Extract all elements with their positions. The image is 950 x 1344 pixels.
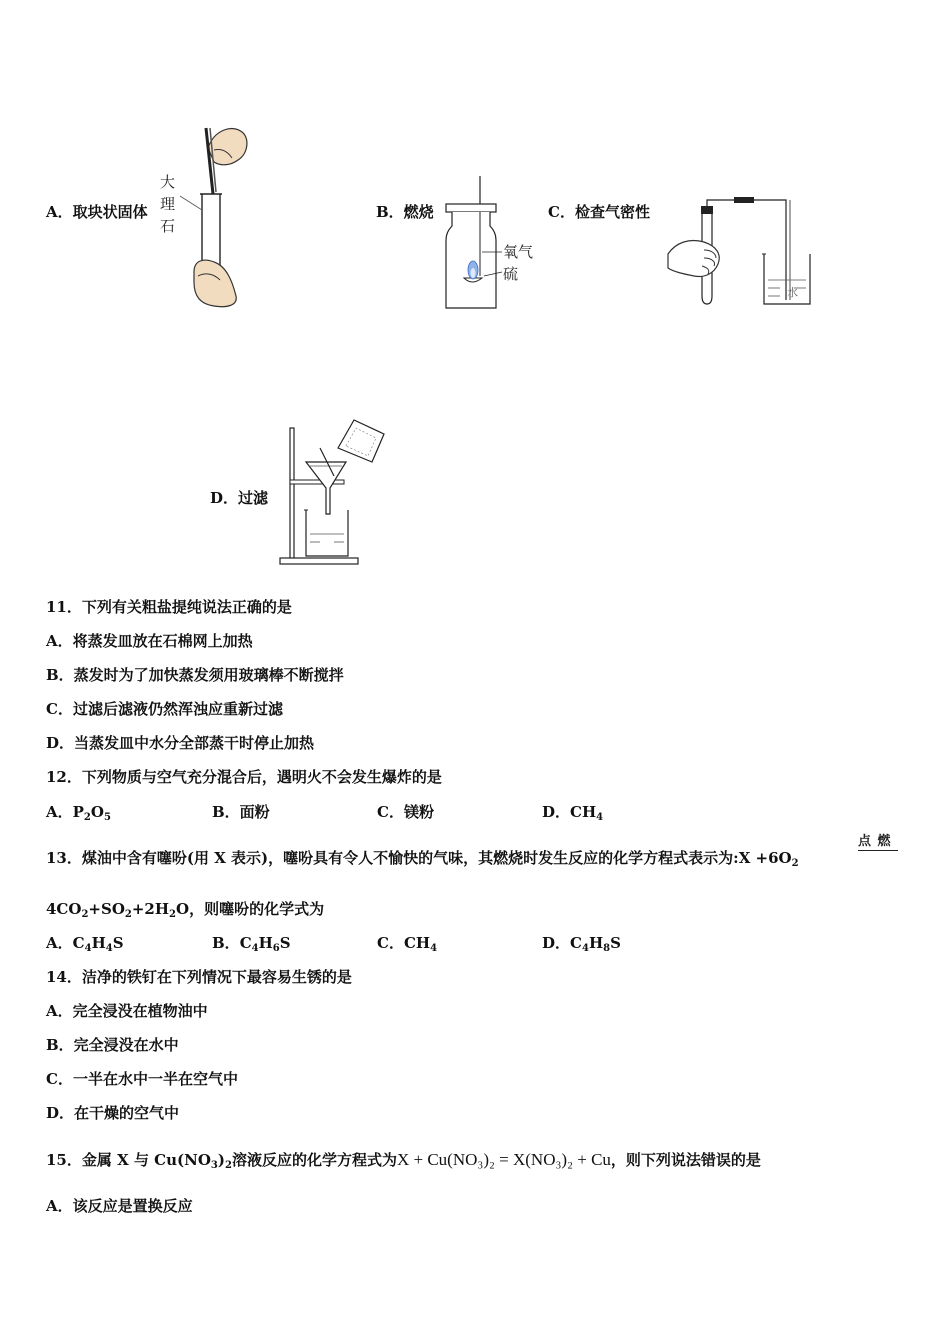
q13-option-b: B．$C_4H_6S$ [212,934,291,954]
q12-option-d: D．$CH_4$ [542,803,604,823]
q14-option-d: D．在干燥的空气中 [46,1104,180,1122]
q14-option-a: A．完全浸没在植物油中 [46,1002,208,1020]
q10-option-b-label: B．燃烧 [376,203,434,221]
q11-option-c: C．过滤后滤液仍然浑浊应重新过滤 [46,700,283,718]
q13-stem: 13．煤油中含有噻吩(用 X 表示)，噻吩具有令人不愉快的气味，其燃烧时发生反应的化学方程式表示为:X $+6O_2$ [46,849,799,869]
q14-option-c: C．一半在水中一半在空气中 [46,1070,238,1088]
q11-option-b: B．蒸发时为了加快蒸发须用玻璃棒不断搅拌 [46,666,344,684]
q13-option-d: D．$C_4H_8S$ [542,934,621,954]
q13-reaction-arrow [858,850,898,851]
q15-equation: X + Cu(NO₃)₂ = X(NO₃)₂ + Cu [396,1150,611,1169]
q10-b-gas-jar-figure [440,174,520,310]
q11-option-d: D．当蒸发皿中水分全部蒸干时停止加热 [46,734,315,752]
q14-option-b: B．完全浸没在水中 [46,1036,179,1054]
q10-c-fig-label-water: 水 [787,286,798,299]
q10-a-fig-label-2: 理 [160,195,176,213]
q10-option-a-label: A．取块状固体 [46,203,148,221]
q12-option-a: A．$P_2O_5$ [46,803,111,823]
q11-option-a: A．将蒸发皿放在石棉网上加热 [46,632,253,650]
q10-a-fig-label-1: 大 [160,173,176,191]
q12-stem: 12．下列物质与空气充分混合后，遇明火不会发生爆炸的是 [46,768,442,786]
q12-option-c: C．镁粉 [377,803,434,821]
q10-a-fig-label-3: 石 [160,217,176,235]
q14-stem: 14．洁净的铁钉在下列情况下最容易生锈的是 [46,968,352,986]
q15-stem: 15．金属 X 与 $Cu(NO_3)_2$溶液反应的化学方程式为X + Cu(NO₃)₂ = X(NO₃)₂ + Cu，则下列说法错误的是 [46,1150,761,1171]
q11-stem: 11．下列有关粗盐提纯说法正确的是 [46,598,292,616]
q15-option-a: A．该反应是置换反应 [46,1197,193,1215]
q13-option-a: A．$C_4H_4S$ [46,934,124,954]
q13-equation-products: $4CO_2+SO_2+2H_2O$，则噻吩的化学式为 [46,900,325,920]
q13-reaction-condition: 点 燃 [858,834,892,849]
q10-d-filtration-figure [276,418,388,568]
q10-a-test-tube-figure [180,120,260,310]
q10-option-d-label: D．过滤 [210,489,269,507]
q10-b-fig-label-sulfur: 硫 [503,265,519,283]
q12-option-b: B．面粉 [212,803,270,821]
q10-option-c-label: C．检查气密性 [548,203,650,221]
q13-option-c: C．$CH_4$ [377,934,438,954]
q10-b-fig-label-oxygen: 氧气 [503,243,534,261]
